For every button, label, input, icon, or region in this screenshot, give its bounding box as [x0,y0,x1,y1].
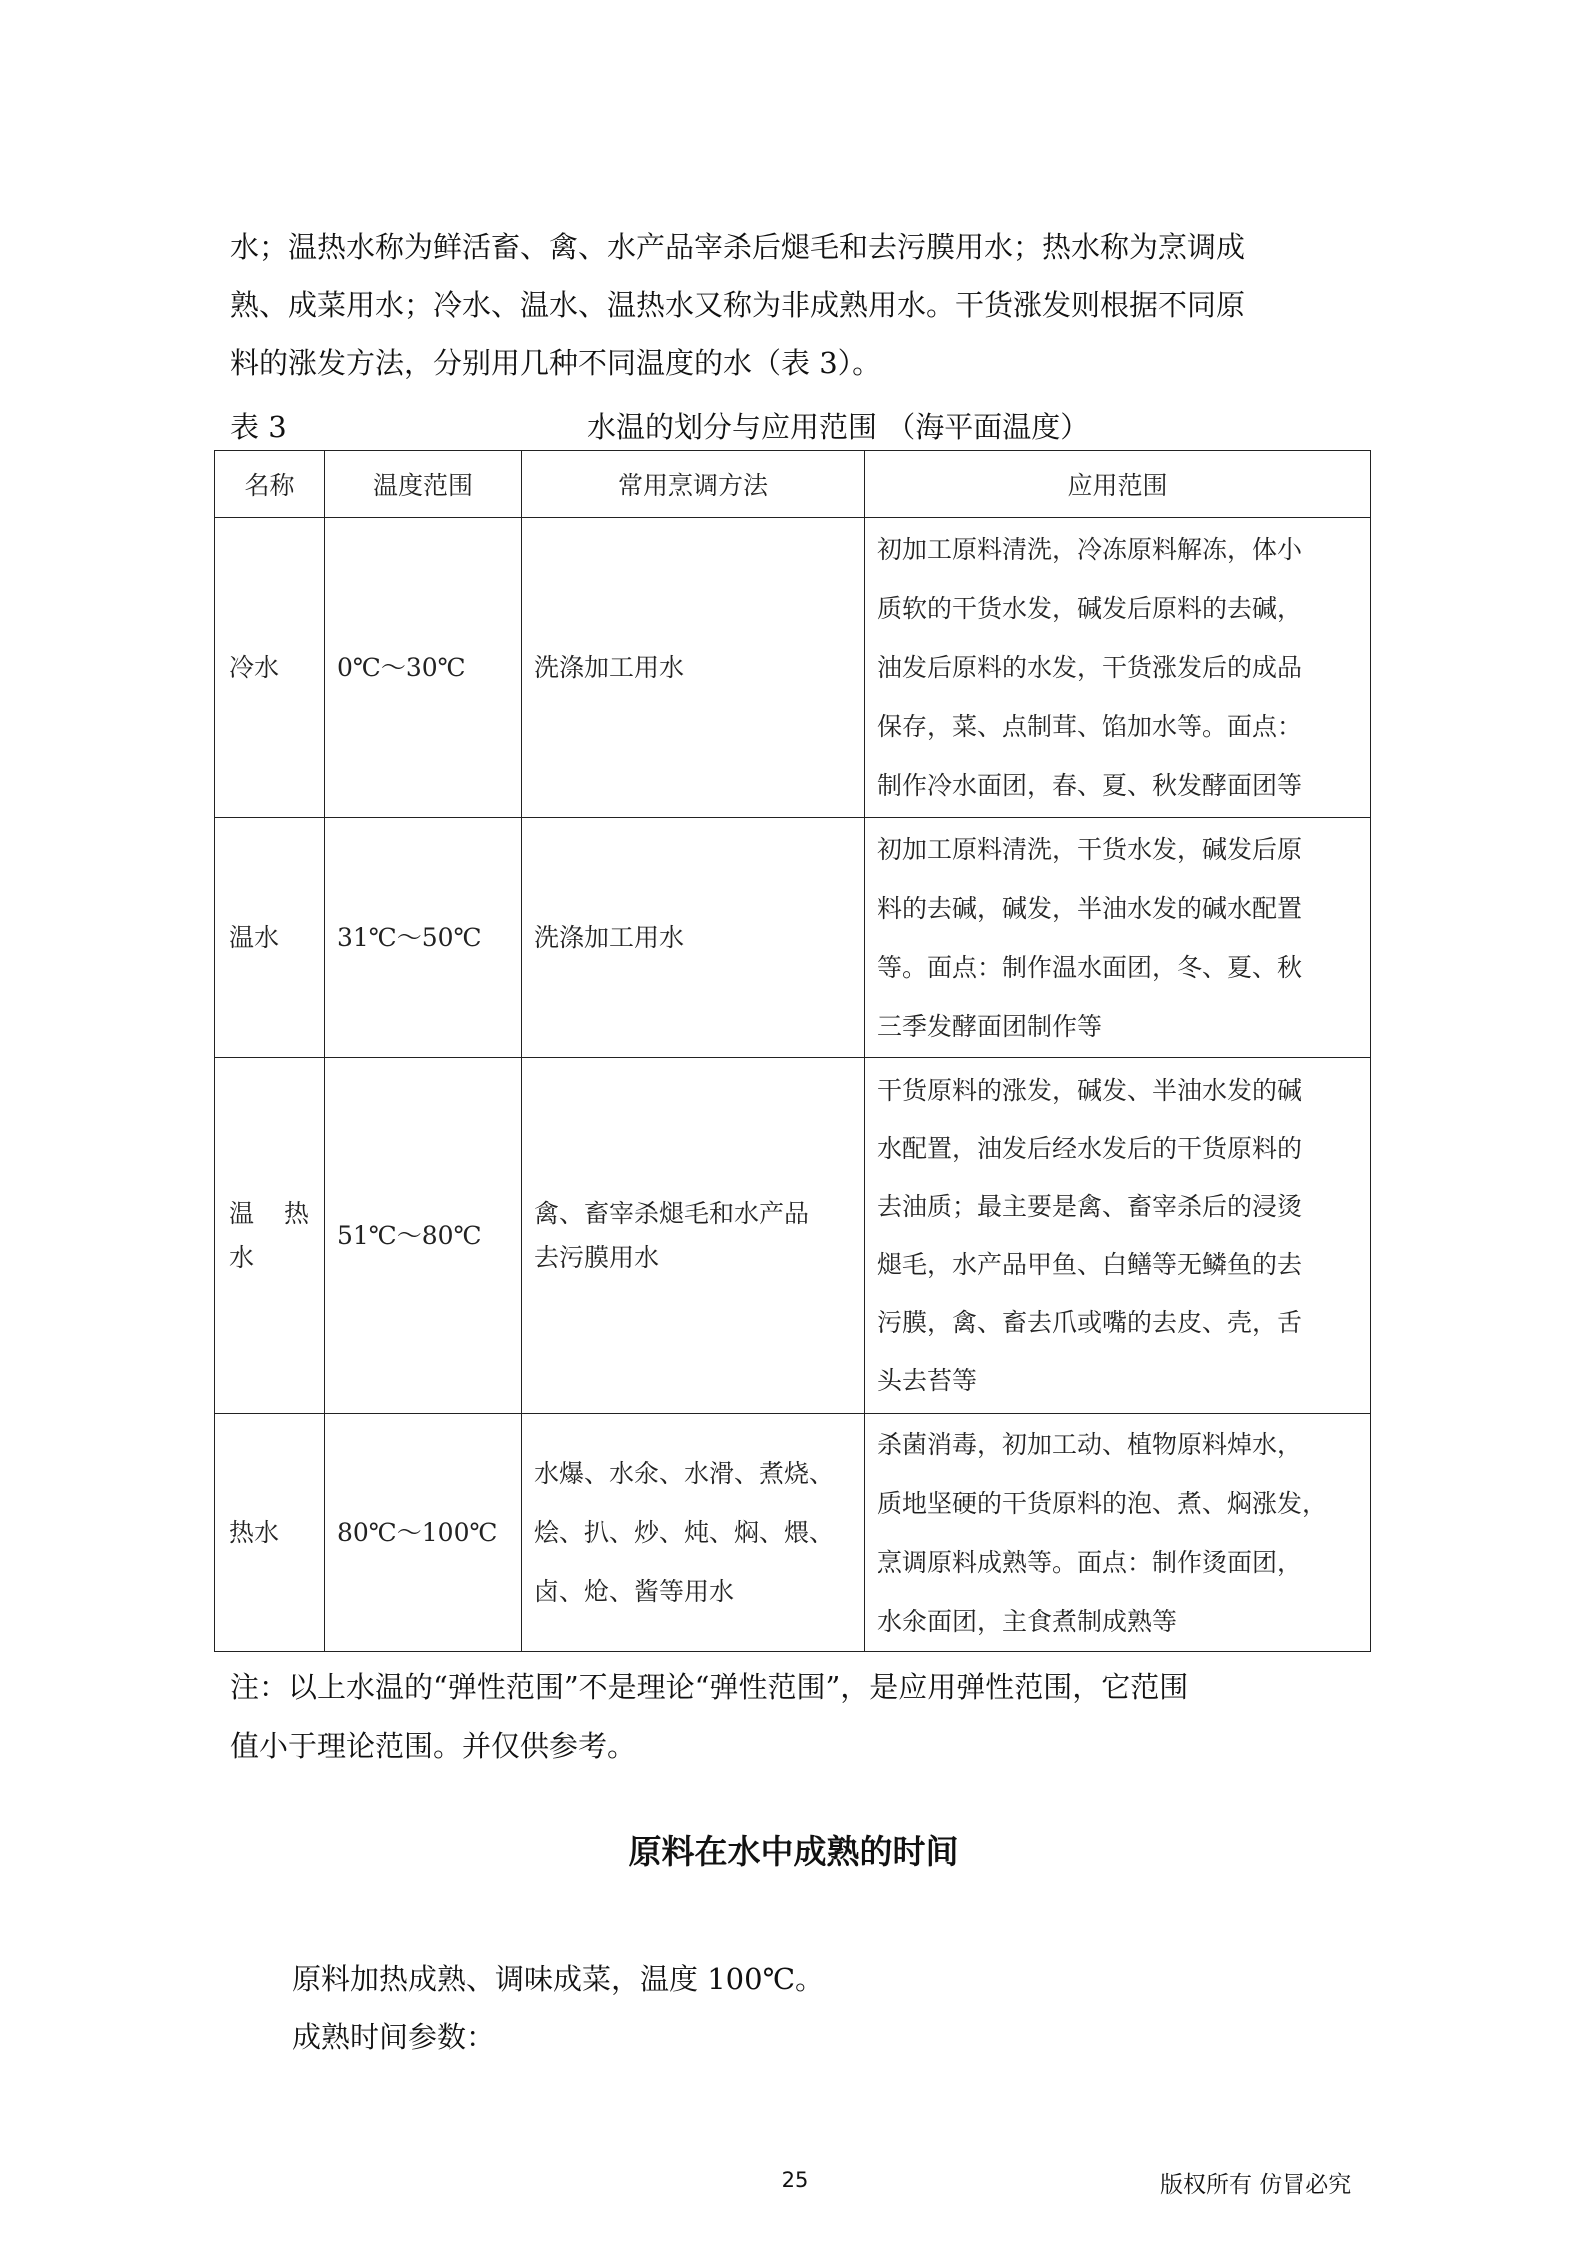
application-line: 煺毛，水产品甲鱼、白鳝等无鳞鱼的去 [877,1249,1303,1279]
row-temp: 0℃～30℃ [325,518,522,818]
application-line: 杀菌消毒，初加工动、植物原料焯水， [877,1429,1303,1459]
section-title: 原料在水中成熟的时间 [628,1832,959,1871]
row-name-first-line: 温 热 [229,1198,309,1228]
application-line: 初加工原料清洗，冷冻原料解冻，体小 [877,535,1303,564]
row-name: 冷水 [215,518,325,818]
application-line: 污膜，禽、畜去爪或嘴的去皮、壳，舌 [877,1307,1303,1337]
table-header-row [215,451,1371,518]
body-line: 成熟时间参数： [292,2020,496,2054]
row-application [865,1414,1371,1652]
application-line: 制作冷水面团，春、夏、秋发酵面团等 [877,771,1303,800]
header-temp-range: 温度范围 [325,451,522,518]
row-method [522,1058,865,1414]
row-temp: 31℃～50℃ [325,818,522,1058]
row-name: 热水 [215,1414,325,1652]
table-row [215,518,1371,818]
note-line: 值小于理论范围。并仅供参考。 [230,1729,637,1763]
application-line: 去油质；最主要是禽、畜宰杀后的浸烫 [877,1191,1303,1221]
row-method [522,818,865,1058]
application-line: 油发后原料的水发，干货涨发后的成品 [877,653,1303,682]
method-line: 洗涤加工用水 [534,922,685,952]
method-line: 禽、畜宰杀煺毛和水产品 [534,1198,810,1228]
application-line: 干货原料的涨发，碱发、半油水发的碱 [877,1075,1303,1105]
header-application: 应用范围 [865,451,1371,518]
intro-line: 熟、成菜用水；冷水、温水、温热水又称为非成熟用水。干货涨发则根据不同原 [230,288,1246,322]
table-row [215,1058,1371,1414]
table-row [215,818,1371,1058]
method-line: 洗涤加工用水 [534,652,685,682]
page-number: 25 [781,2168,809,2192]
application-line: 料的去碱，碱发，半油水发的碱水配置 [877,893,1303,923]
table-note [230,1658,1370,1776]
intro-line: 水；温热水称为鲜活畜、禽、水产品宰杀后煺毛和去污膜用水；热水称为烹调成 [230,230,1246,264]
application-line: 质软的干货水发，碱发后原料的去碱， [877,594,1303,623]
table-caption [230,402,1370,452]
intro-line: 料的涨发方法，分别用几种不同温度的水（表 3）。 [230,346,882,380]
table-label: 表 3 [230,410,287,444]
method-line: 水爆、水氽、水滑、煮烧、 [534,1459,835,1488]
note-line: 注：以上水温的“弹性范围”不是理论“弹性范围”，是应用弹性范围，它范围 [230,1670,1189,1704]
intro-paragraph [230,218,1370,392]
application-line: 等。面点：制作温水面团，冬、夏、秋 [877,952,1303,982]
copyright-notice: 版权所有 仿冒必究 [1160,2172,1352,2198]
water-temperature-table [214,450,1371,1652]
row-application [865,518,1371,818]
method-line: 卤、炝、酱等用水 [534,1577,735,1606]
row-name: 温水 [215,818,325,1058]
method-line: 去污膜用水 [534,1242,660,1272]
application-line: 水氽面团，主食煮制成熟等 [877,1606,1178,1636]
row-application [865,818,1371,1058]
row-temp: 51℃～80℃ [325,1058,522,1414]
row-method [522,1414,865,1652]
table-title: 水温的划分与应用范围 （海平面温度） [587,410,1090,444]
header-cooking-method: 常用烹调方法 [522,451,865,518]
header-name: 名称 [215,451,325,518]
application-line: 初加工原料清洗，干货水发，碱发后原 [877,834,1303,864]
row-application [865,1058,1371,1414]
application-line: 保存，菜、点制茸、馅加水等。面点： [877,712,1303,741]
body-line: 原料加热成熟、调味成菜，温度 100℃。 [292,1962,825,1996]
application-line: 三季发酵面团制作等 [877,1011,1103,1041]
application-line: 质地坚硬的干货原料的泡、煮、焖涨发， [877,1488,1328,1518]
row-name: 温 热 水 [215,1058,325,1414]
method-line: 烩、扒、炒、炖、焖、煨、 [534,1518,835,1547]
application-line: 头去苔等 [877,1365,978,1395]
application-line: 水配置，油发后经水发后的干货原料的 [877,1133,1303,1163]
row-temp: 80℃～100℃ [325,1414,522,1652]
table-row [215,1414,1371,1652]
row-method [522,518,865,818]
section-body [292,1950,1292,2066]
application-line: 烹调原料成熟等。面点：制作烫面团， [877,1547,1303,1577]
